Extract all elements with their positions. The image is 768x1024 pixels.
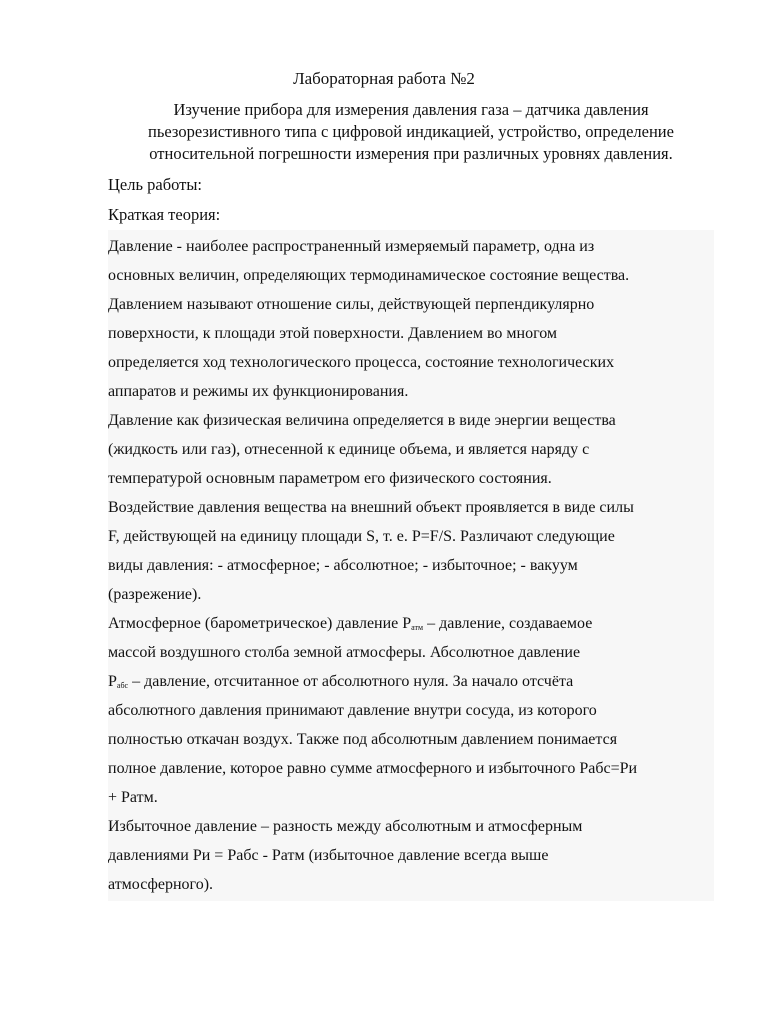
subscript-atm: атм [411,623,424,632]
text-line: полностью откачан воздух. Также под абсолютным давлением понимается [108,731,618,748]
theory-label: Краткая теория: [108,205,221,224]
theory-text [108,230,714,901]
text-line: аппаратов и режимы их функционирования. [108,383,409,400]
text-fragment: Атмосферное (барометрическое) давление P [108,615,412,632]
text-line: массой воздушного столба земной атмосферы. Абсолютное давление [108,644,581,661]
text-line: Давление как физическая величина определяется в виде энергии вещества [108,412,616,429]
text-line: давлениями Ри = Рабс - Ратм (избыточное давление всегда выше [108,847,549,864]
document-title: Лабораторная работа №2 [293,69,475,88]
document-subtitle [100,99,722,165]
text-line: определяется ход технологического процесса, состояние технологических [108,354,615,371]
text-line: виды давления: - атмосферное; - абсолютное; - избыточное; - вакуум [108,557,578,574]
goal-label: Цель работы: [108,175,203,194]
text-line: температурой основным параметром его физического состояния. [108,470,552,487]
text-line: основных величин, определяющих термодинамическое состояние вещества. [108,267,630,284]
subtitle-line: относительной погрешности измерения при различных уровнях давления. [149,144,673,163]
text-line: полное давление, которое равно сумме атмосферного и избыточного Рабс=Ри [108,760,638,777]
subtitle-line: пьезорезистивного типа с цифровой индикацией, устройство, определение [148,122,674,141]
text-line: поверхности, к площади этой поверхности. Давлением во многом [108,325,558,342]
text-fragment: P [108,673,117,690]
text-line: атмосферного). [108,876,214,893]
text-line: Избыточное давление – разность между абсолютным и атмосферным [108,818,583,835]
text-line: Давление - наиболее распространенный измеряемый параметр, одна из [108,238,595,255]
text-line: Давлением называют отношение силы, действующей перпендикулярно [108,296,595,313]
text-line-abs [108,667,573,696]
text-line: (разрежение). [108,586,202,603]
text-line: (жидкость или газ), отнесенной к единице объема, и является наряду с [108,441,590,458]
text-line: абсолютного давления принимают давление внутри сосуда, из которого [108,702,597,719]
text-line: + Ратм. [108,789,158,806]
text-fragment: – давление, создаваемое [423,615,593,632]
text-line: F, действующей на единицу площади S, т. е. P=F/S. Различают следующие [108,528,615,545]
text-line: Воздействие давления вещества на внешний объект проявляется в виде силы [108,499,634,516]
text-fragment: – давление, отсчитанное от абсолютного нуля. За начало отсчёта [128,673,574,690]
subscript-abs: абс [116,681,129,690]
subtitle-line: Изучение прибора для измерения давления газа – датчика давления [173,100,649,119]
text-line-atm [108,609,592,638]
